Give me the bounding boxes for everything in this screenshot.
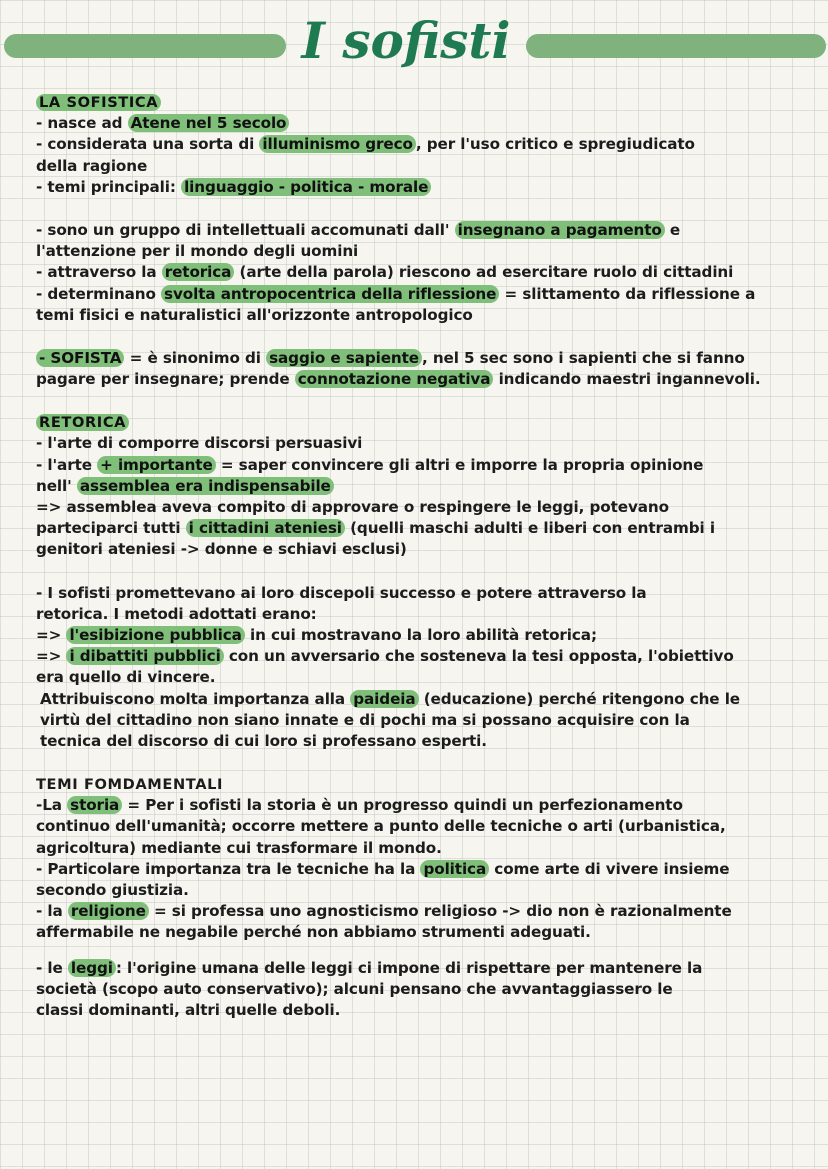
highlighted-text: insegnano a pagamento bbox=[455, 221, 665, 239]
note-line bbox=[36, 134, 826, 155]
text-fragment: -La bbox=[36, 796, 68, 815]
note-line: virtù del cittadino non siano innate e di pochi ma si possano acquisire con la bbox=[40, 710, 690, 729]
text-fragment: indicando maestri ingannevoli. bbox=[493, 370, 761, 389]
highlighted-text: Atene nel 5 secolo bbox=[128, 114, 290, 132]
highlighted-text: politica bbox=[420, 860, 489, 878]
text-fragment: = saper convincere gli altri e imporre la propria opinione bbox=[215, 455, 704, 474]
note-line: agricoltura) mediante cui trasformare il mondo. bbox=[36, 838, 442, 857]
section-heading-retorica bbox=[36, 412, 826, 433]
highlighted-text: i dibattiti pubblici bbox=[66, 647, 223, 665]
text-fragment: : l'origine umana delle leggi ci impone di rispettare per mantenere la bbox=[115, 958, 703, 977]
highlighted-text: leggi bbox=[68, 959, 116, 977]
text-fragment: - nasce ad bbox=[36, 114, 128, 133]
text-fragment: = è sinonimo di bbox=[124, 348, 267, 367]
highlighted-text: LA SOFISTICA bbox=[36, 94, 161, 111]
note-line bbox=[36, 646, 826, 667]
text-fragment: , nel 5 sec sono i sapienti che si fanno bbox=[421, 348, 745, 367]
note-line: tecnica del discorso di cui loro si professano esperti. bbox=[40, 731, 487, 750]
note-line bbox=[36, 476, 826, 497]
text-fragment: (quelli maschi adulti e liberi con entrambi i bbox=[344, 519, 715, 538]
text-fragment: parteciparci tutti bbox=[36, 519, 186, 538]
note-line bbox=[36, 348, 826, 369]
highlighted-text: illuminismo greco bbox=[259, 135, 415, 153]
note-line bbox=[36, 625, 826, 646]
note-line bbox=[36, 177, 826, 198]
note-line: della ragione bbox=[36, 156, 148, 175]
note-line: - l'arte di comporre discorsi persuasivi bbox=[36, 434, 363, 453]
title-row bbox=[0, 8, 828, 74]
note-line: società (scopo auto conservativo); alcuni pensano che avvantaggiassero le bbox=[36, 979, 673, 998]
note-line: secondo giustizia. bbox=[36, 881, 189, 899]
note-line bbox=[36, 958, 826, 979]
note-line bbox=[36, 859, 826, 880]
note-line bbox=[36, 455, 826, 476]
text-fragment: = Per i sofisti la storia è un progresso quindi un perfezionamento bbox=[122, 796, 683, 815]
note-line: affermabile ne negabile perché non abbiamo strumenti adeguati. bbox=[36, 923, 591, 942]
note-line: temi fisici e naturalistici all'orizzonte antropologico bbox=[36, 305, 473, 324]
text-fragment: - attraverso la bbox=[36, 263, 162, 282]
text-fragment: - le bbox=[36, 958, 68, 977]
highlighted-text: - SOFISTA bbox=[36, 349, 124, 367]
note-line bbox=[36, 689, 826, 710]
note-line bbox=[36, 284, 826, 305]
text-fragment: = slittamento da riflessione a bbox=[499, 284, 756, 303]
text-fragment: , per l'uso critico e spregiudicato bbox=[415, 135, 695, 154]
note-line bbox=[36, 113, 826, 134]
highlighted-text: linguaggio - politica - morale bbox=[181, 178, 431, 196]
text-fragment: - l'arte bbox=[36, 455, 98, 474]
text-fragment: (arte della parola) riescono ad esercitare ruolo di cittadini bbox=[234, 263, 734, 282]
note-line: genitori ateniesi -> donne e schiavi esclusi) bbox=[36, 540, 407, 559]
highlighted-text: RETORICA bbox=[36, 414, 129, 431]
text-fragment: - determinano bbox=[36, 284, 162, 303]
highlighted-text: assemblea era indispensabile bbox=[77, 477, 334, 495]
text-fragment: (educazione) perché ritengono che le bbox=[418, 689, 740, 708]
page-title: I sofisti bbox=[301, 11, 511, 70]
note-line bbox=[36, 901, 826, 922]
note-line: retorica. I metodi adottati erano: bbox=[36, 604, 317, 623]
highlighted-text: svolta antropocentrica della riflessione bbox=[161, 285, 499, 303]
text-fragment: Attribuiscono molta importanza alla bbox=[40, 689, 351, 708]
text-fragment: => bbox=[36, 647, 67, 666]
highlighted-text: l'esibizione pubblica bbox=[66, 626, 244, 644]
text-fragment: => bbox=[36, 625, 67, 644]
note-line bbox=[36, 795, 826, 816]
highlighted-text: saggio e sapiente bbox=[266, 349, 422, 367]
title-bar-left bbox=[4, 34, 286, 58]
note-line: l'attenzione per il mondo degli uomini bbox=[36, 242, 359, 261]
note-line bbox=[36, 262, 826, 283]
note-line bbox=[36, 518, 826, 539]
highlighted-text: + importante bbox=[97, 456, 216, 474]
note-line: - I sofisti promettevano ai loro discepoli successo e potere attraverso la bbox=[36, 583, 647, 602]
highlighted-text: storia bbox=[67, 796, 122, 814]
note-line bbox=[36, 369, 826, 390]
text-fragment: e bbox=[664, 220, 681, 239]
text-fragment: come arte di vivere insieme bbox=[489, 859, 730, 878]
text-fragment: - temi principali: bbox=[36, 177, 182, 196]
section-heading-sofistica bbox=[36, 92, 826, 113]
highlighted-text: paideia bbox=[350, 690, 418, 708]
text-fragment: - sono un gruppo di intellettuali accomunati dall' bbox=[36, 220, 455, 239]
highlighted-text: i cittadini ateniesi bbox=[186, 519, 345, 537]
text-fragment: - la bbox=[36, 902, 68, 921]
section-heading-temi: TEMI FOMDAMENTALI bbox=[36, 776, 224, 794]
text-fragment: - Particolare importanza tra le tecniche ha la bbox=[36, 859, 421, 878]
note-line: continuo dell'umanità; occorre mettere a punto delle tecniche o arti (urbanistica, bbox=[36, 817, 726, 836]
text-fragment: nell' bbox=[36, 476, 77, 495]
text-fragment: pagare per insegnare; prende bbox=[36, 370, 295, 389]
text-fragment: in cui mostravano la loro abilità retorica; bbox=[244, 625, 597, 644]
text-fragment: - considerata una sorta di bbox=[36, 135, 260, 154]
text-fragment: con un avversario che sosteneva la tesi opposta, l'obiettivo bbox=[223, 647, 734, 666]
note-line: classi dominanti, altri quelle deboli. bbox=[36, 1000, 341, 1019]
note-line: era quello di vincere. bbox=[36, 668, 216, 687]
highlighted-text: religione bbox=[68, 902, 149, 920]
note-line bbox=[36, 220, 826, 241]
notes-content bbox=[36, 92, 826, 1021]
note-line: => assemblea aveva compito di approvare o respingere le leggi, potevano bbox=[36, 498, 669, 516]
text-fragment: = si professa uno agnosticismo religioso -> dio non è razionalmente bbox=[148, 902, 732, 921]
highlighted-text: retorica bbox=[162, 263, 235, 281]
title-bar-right bbox=[526, 34, 826, 58]
highlighted-text: connotazione negativa bbox=[295, 370, 494, 388]
